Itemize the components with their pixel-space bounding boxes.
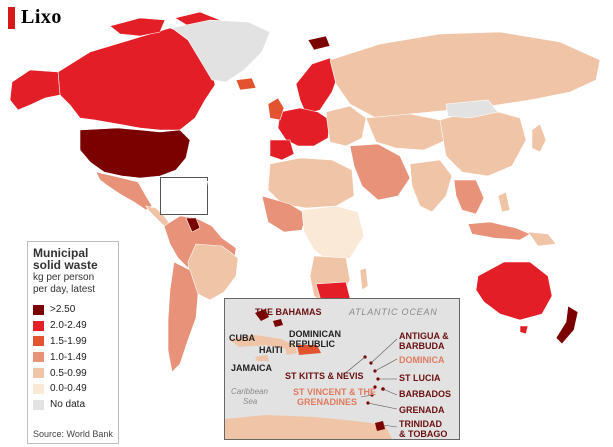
region-new-guinea [528,232,556,246]
region-japan [532,124,546,152]
legend-title-line2: solid waste [33,258,98,272]
source-note: Source: World Bank [33,429,113,439]
legend-subtitle-line1: kg per person [33,272,95,283]
region-usa [80,128,190,178]
legend-subtitle-line2: per day, latest [33,284,96,295]
legend-swatch [33,336,44,346]
region-iberia [270,140,294,160]
label-antigua-barbuda-line1: ANTIGUA & [399,331,449,341]
label-dominica: DOMINICA [399,355,445,365]
legend-label: No data [50,399,86,411]
label-caribbean-sea-line2: Sea [243,397,258,406]
label-st-vincent-line1: ST VINCENT & THE [293,387,377,397]
caribbean-inset [224,298,460,440]
label-jamaica: JAMAICA [231,363,273,373]
legend-label: 1.0-1.49 [50,351,87,363]
label-cuba: CUBA [229,333,255,343]
region-tasmania [520,326,528,334]
region-madagascar [360,268,368,290]
legend-label: 1.5-1.99 [50,335,87,347]
legend-title-line1: Municipal [33,246,89,260]
legend-item [33,334,113,350]
label-st-vincent-line2: GRENADINES [297,397,358,407]
region-iceland [236,78,256,90]
legend-item [33,349,113,365]
legend-label: 0.5-0.99 [50,367,87,379]
legend [27,241,119,444]
legend-item [33,302,113,318]
region-southeast-asia [454,180,484,214]
label-dominican-republic-line2: REPUBLIC [289,339,336,349]
region-india [410,160,452,212]
inset-puerto-rico [331,349,343,353]
legend-label: 0.0-0.49 [50,383,87,395]
legend-swatch [33,352,44,362]
label-trinidad-tobago-line2: & TOBAGO [399,429,448,439]
legend-item [33,381,113,397]
region-new-zealand [556,306,578,344]
legend-swatch [33,321,44,331]
legend-swatch [33,305,44,315]
label-haiti: HAITI [259,345,283,355]
legend-swatch [33,400,44,410]
legend-item [33,365,113,381]
region-eastern-europe [326,106,366,146]
legend-item [33,397,113,413]
label-grenada: GRENADA [399,405,445,415]
legend-swatch [33,384,44,394]
legend-label: 2.0-2.49 [50,320,87,332]
region-svalbard [308,36,330,50]
label-antigua-barbuda-line2: BARBUDA [399,341,445,351]
title-accent-bar [8,7,15,29]
see-inset-label: SEE INSET [165,180,210,189]
label-caribbean-sea-line1: Caribbean [231,387,268,396]
label-dominican-republic-line1: DOMINICAN [289,329,341,339]
label-st-lucia: ST LUCIA [399,373,441,383]
region-philippines [498,192,510,212]
legend-items [33,302,113,413]
region-china [440,108,526,176]
region-indonesia [468,222,530,240]
label-the-bahamas: THE BAHAMAS [255,307,322,317]
legend-item [33,318,113,334]
label-st-kitts-nevis: ST KITTS & NEVIS [285,371,364,381]
legend-swatch [33,368,44,378]
region-alaska [10,70,60,110]
label-trinidad-tobago-line1: TRINIDAD [399,419,442,429]
region-australia [476,262,552,320]
legend-label: >2.50 [50,304,76,316]
region-central-africa [302,206,364,262]
region-north-africa [268,158,354,208]
region-middle-east [350,144,410,200]
label-barbados: BARBADOS [399,389,452,399]
map-title: Lixo [21,6,62,28]
inset-ocean-label: ATLANTIC OCEAN [349,307,438,317]
